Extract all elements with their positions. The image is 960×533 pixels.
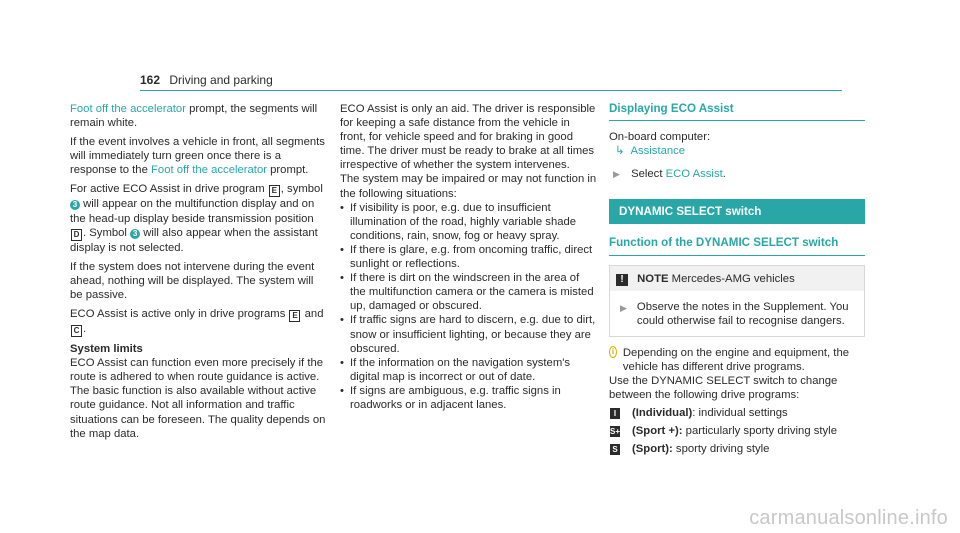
list-item: • If visibility is poor, e.g. due to insufficient illumination of the road, highly variable shade conditions, rain, snow, fog or heavy spray. bbox=[340, 201, 577, 242]
paragraph-active-eco: For active ECO Assist in drive program E , symbol 3 will appear on the multifunction display and on the head-up display beside transmission position D . Symbol 3 will also appear when the assistant display is not selected. bbox=[70, 183, 323, 254]
function-heading: Function of the DYNAMIC SELECT switch bbox=[609, 236, 865, 255]
warning-icon: ! bbox=[616, 274, 628, 286]
paragraph-eco-aid: ECO Assist is only an aid. The driver is responsible for keeping a safe distance from the vehicle in front, for vehicle speed and for braking in good time. The driver must be ready to brake at all times irrespective of whether the system intervenes. bbox=[340, 103, 596, 172]
link-foot-off-accelerator-2[interactable]: Foot off the accelerator bbox=[151, 164, 267, 177]
select-instruction: ▶ Select ECO Assist. bbox=[613, 168, 726, 181]
onboard-computer-label: On-board computer: bbox=[609, 131, 711, 144]
system-limits-text: ECO Assist can function even more precisely if the route is adhered to when route guidance is active. The basic function is also available without active route guidance. Not all information and traffic situations can be foreseen. The quality depends on the map data. bbox=[70, 357, 326, 440]
list-item: • If there is glare, e.g. from oncoming traffic, direct sunlight or reflections. bbox=[340, 243, 593, 271]
page-number: 162 bbox=[140, 73, 161, 87]
paragraph-vehicle-in-front: If the event involves a vehicle in front, all segments will immediately turn green once there is a response to the Foot off the accelerator prompt. bbox=[70, 136, 325, 177]
use-switch-text: Use the DYNAMIC SELECT switch to change between the following drive programs: bbox=[609, 375, 838, 402]
program-sport: S (Sport): sporty driving style bbox=[609, 442, 865, 456]
sport-plus-mode-icon: S+ bbox=[610, 426, 621, 436]
list-item: • If the information on the navigation system's digital map is incorrect or out of date. bbox=[340, 356, 571, 383]
drive-program-c-icon: C bbox=[71, 325, 82, 337]
link-foot-off-accelerator[interactable]: Foot off the accelerator bbox=[70, 103, 186, 115]
column-middle bbox=[340, 102, 598, 412]
note-label: NOTE bbox=[637, 272, 669, 285]
drive-program-e-icon-2: E bbox=[289, 310, 300, 322]
menu-assistance[interactable]: Assistance bbox=[630, 145, 686, 158]
note-header bbox=[610, 266, 864, 291]
sport-mode-icon: S bbox=[610, 444, 620, 455]
list-item: • If traffic signs are hard to discern, e.g. due to dirt, snow or insufficient lighting, or because they are obscured. bbox=[340, 314, 596, 355]
drive-program-e-icon: E bbox=[269, 185, 280, 197]
note-title: Mercedes-AMG vehicles bbox=[671, 272, 795, 285]
info-paragraph: i Depending on the engine and equipment, the vehicle has different drive programs. bbox=[609, 346, 865, 374]
paragraph-active-programs: ECO Assist is active only in drive programs E and C . bbox=[70, 308, 324, 336]
action-triangle-icon: ▶ bbox=[620, 302, 627, 313]
list-item: • If signs are ambiguous, e.g. traffic signs in roadworks or in adjacent lanes. bbox=[340, 384, 561, 411]
note-body: ▶ Observe the notes in the Supplement. You could otherwise fail to recognise dangers. bbox=[620, 300, 849, 327]
system-limits-heading: System limits bbox=[70, 343, 143, 356]
column-left bbox=[70, 102, 328, 441]
program-sport-plus: S+ (Sport +): particularly sporty driving style bbox=[610, 425, 837, 438]
displaying-eco-heading: Displaying ECO Assist bbox=[609, 102, 865, 121]
page-section-title: Driving and parking bbox=[169, 73, 273, 87]
individual-mode-icon: I bbox=[610, 408, 620, 419]
info-icon: i bbox=[609, 346, 617, 358]
paragraph-prompt: Foot off the accelerator prompt, the segments will remain white. bbox=[70, 103, 318, 130]
symbol-3-icon: 3 bbox=[70, 200, 80, 210]
list-item: • If there is dirt on the windscreen in the area of the multifunction camera or the camera is misted up, damaged or obscured. bbox=[340, 272, 594, 313]
symbol-3-icon-2: 3 bbox=[130, 229, 140, 239]
note-box bbox=[609, 265, 865, 337]
watermark: carmanualsonline.info bbox=[749, 507, 948, 529]
program-individual: I (Individual): individual settings bbox=[609, 406, 865, 420]
column-right bbox=[609, 102, 865, 457]
dynamic-select-banner: DYNAMIC SELECT switch bbox=[609, 199, 865, 224]
action-triangle-icon: ▶ bbox=[613, 169, 620, 180]
page-header bbox=[140, 73, 273, 87]
menu-eco-assist[interactable]: ECO Assist bbox=[665, 168, 723, 181]
menu-path bbox=[609, 144, 865, 158]
header-divider bbox=[140, 90, 842, 91]
paragraph-impaired: The system may be impaired or may not function in the following situations: bbox=[340, 173, 597, 200]
transmission-d-icon: D bbox=[71, 229, 82, 241]
submenu-arrow-icon: ↳ bbox=[615, 145, 625, 158]
paragraph-passive: If the system does not intervene during the event ahead, nothing will be displayed. The system will be passive. bbox=[70, 260, 315, 301]
impairment-list bbox=[340, 201, 598, 412]
